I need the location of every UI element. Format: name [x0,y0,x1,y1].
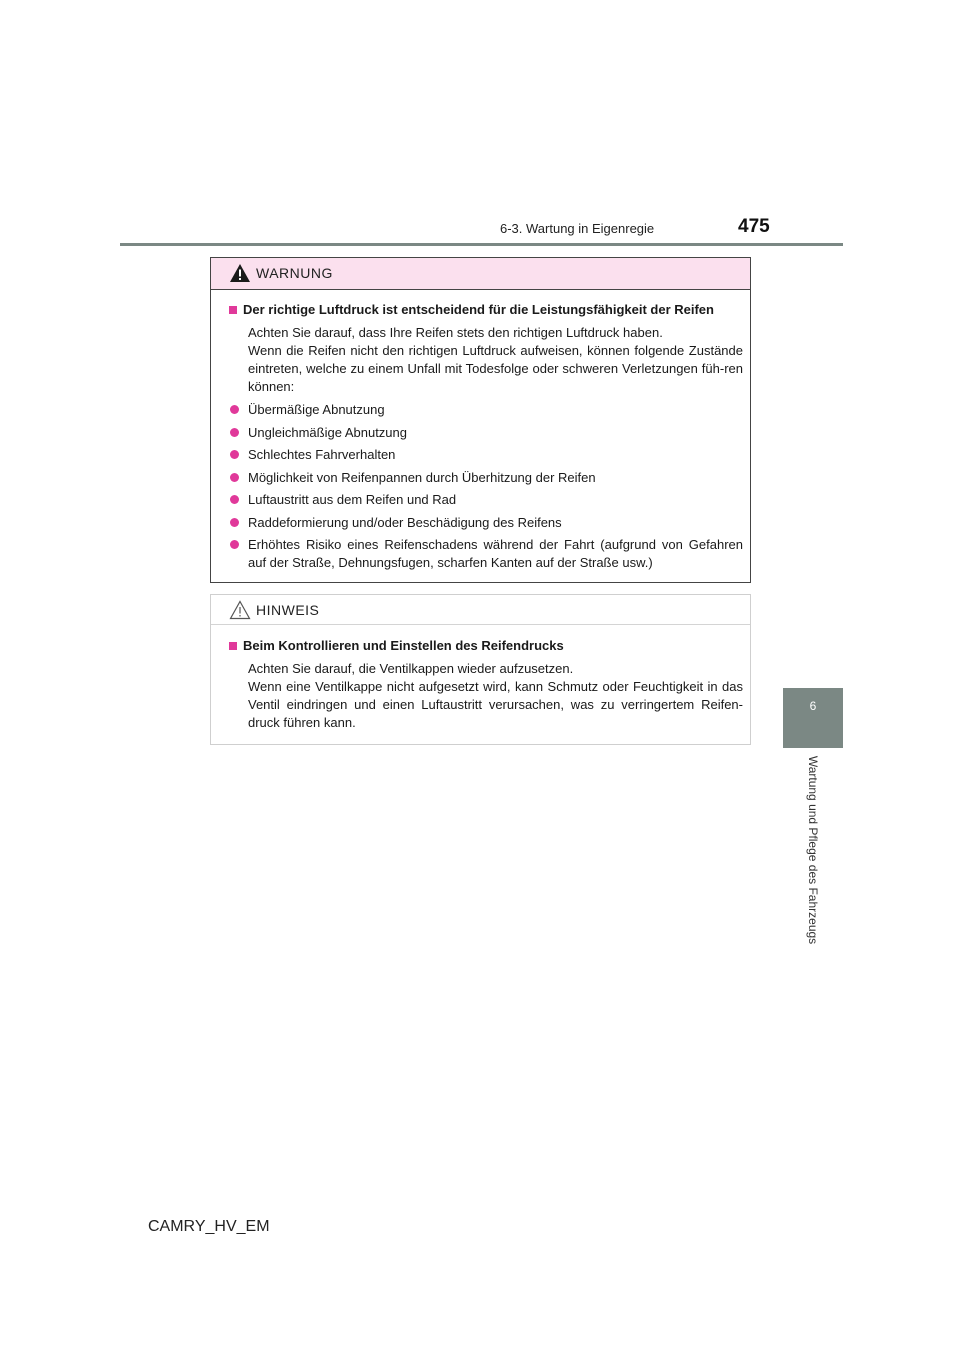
bullet-dot-icon [230,428,239,437]
caution-triangle-icon [229,600,251,620]
list-item-text: Schlechtes Fahrverhalten [248,447,396,462]
list-item [229,536,743,572]
bullet-dot-icon [230,450,239,459]
page-number: 475 [738,216,770,237]
warning-subheading [229,301,743,319]
list-item [229,514,743,532]
list-item [229,469,743,487]
header-rule [120,243,843,246]
bullet-dot-icon [230,405,239,414]
list-item-text: Ungleichmäßige Abnutzung [248,424,407,440]
chapter-tab [783,688,843,748]
square-bullet-icon [229,306,237,314]
notice-intro [229,660,743,732]
warning-list [229,401,743,572]
warning-triangle-icon [229,263,251,283]
bullet-dot-icon [230,473,239,482]
warning-intro-line: Wenn die Reifen nicht den richtigen Luftdruck aufweisen, können folgende Zustände eintreten, welche zu einem Unfall mit Todesfolge oder schweren Verletzungen füh-ren können: [248,343,743,394]
warning-intro-line: Achten Sie darauf, dass Ihre Reifen stets den richtigen Luftdruck haben. [248,325,663,340]
bullet-dot-icon [230,495,239,504]
list-item-text: Übermäßige Abnutzung [248,402,385,417]
notice-label: HINWEIS [256,602,320,618]
list-item-text: Raddeformierung und/oder Beschädigung des Reifens [248,514,562,530]
list-item [229,491,743,509]
list-item [229,424,743,442]
bullet-dot-icon [230,518,239,527]
model-code: CAMRY_HV_EM [148,1218,270,1235]
warning-body [211,290,750,572]
section-title: 6-3. Wartung in Eigenregie [500,221,655,236]
notice-subheading [229,637,743,655]
notice-intro-line: Achten Sie darauf, die Ventilkappen wieder aufzusetzen. [248,661,574,676]
list-item-text: Erhöhtes Risiko eines Reifenschadens während der Fahrt (aufgrund von Gefahren auf der Straße, Dehnungsfugen, scharfen Kanten auf der Straße usw.) [248,537,743,570]
notice-intro-line: Wenn eine Ventilkappe nicht aufgesetzt wird, kann Schmutz oder Feuchtigkeit in das Ventil eindringen und einen Luftaustritt verursachen, was zu verringertem Reifen-druck führen kann. [248,679,743,730]
warning-header [211,258,750,290]
notice-header [211,595,750,625]
list-item-text: Möglichkeit von Reifenpannen durch Überhitzung der Reifen [248,469,596,485]
list-item [229,446,743,464]
bullet-dot-icon [230,540,239,549]
chapter-title-text: Wartung und Pflege des Fahrzeugs [806,755,820,945]
warning-label: WARNUNG [256,265,333,281]
warning-subheading-text: Der richtige Luftdruck ist entscheidend für die Leistungsfähigkeit der Reifen [243,302,714,317]
list-item [229,401,743,419]
warning-intro [229,324,743,396]
square-bullet-icon [229,642,237,650]
notice-subheading-text: Beim Kontrollieren und Einstellen des Reifendrucks [243,638,564,653]
list-item-text: Luftaustritt aus dem Reifen und Rad [248,492,457,507]
warning-box [210,257,751,583]
notice-box [210,594,751,745]
notice-body [211,625,750,732]
chapter-number: 6 [809,699,817,713]
